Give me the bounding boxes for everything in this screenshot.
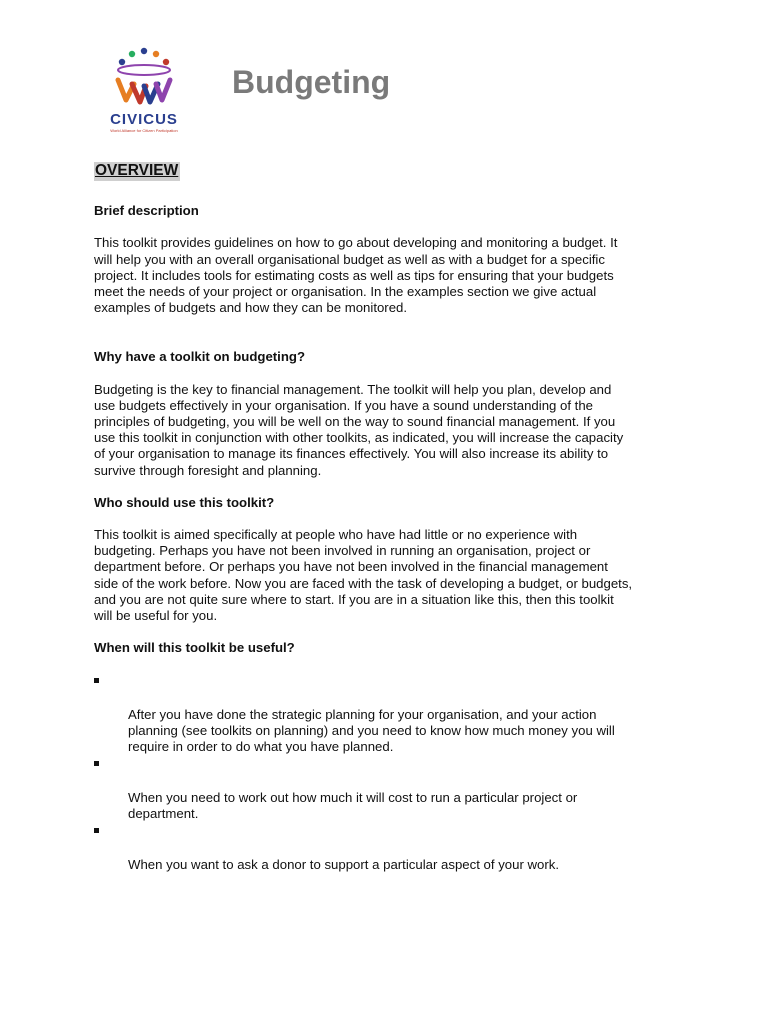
section-why-budgeting xyxy=(94,349,684,478)
list-item xyxy=(94,824,684,873)
document-body xyxy=(94,162,684,875)
bullet-square-icon xyxy=(94,678,99,683)
section-when-useful xyxy=(94,640,684,873)
list-item-text: When you need to work out how much it will cost to run a particular project or department. xyxy=(128,789,578,822)
civicus-emblem-icon xyxy=(96,44,192,110)
section-heading: Who should use this toolkit? xyxy=(94,494,275,510)
list-item xyxy=(94,674,684,755)
document-title: Budgeting xyxy=(232,64,391,100)
section-paragraph: This toolkit is aimed specifically at people who have had little or no experience with budgeting. Perhaps you have not been involved in running an organisation, project or department before. Or perhaps you have not been involved in the financial management side of the work before. Now you are faced with the task of developing a budget, or budgets, and you are not quite sure where to start. If you are in a situation like this, then this toolkit will be useful for you. xyxy=(94,527,633,624)
bullet-square-icon xyxy=(94,828,99,833)
section-who-should-use xyxy=(94,495,684,624)
list-item-text: When you want to ask a donor to support a particular aspect of your work. xyxy=(128,856,560,872)
bullet-list xyxy=(94,674,684,872)
overview-heading: OVERVIEW xyxy=(94,162,180,181)
section-heading: When will this toolkit be useful? xyxy=(94,640,295,656)
list-item-text: After you have done the strategic planning for your organisation, and your action planning (see toolkits on planning) and you need to know how much money you will require in order to do what you have planned. xyxy=(128,706,615,755)
list-item xyxy=(94,757,684,822)
civicus-logo xyxy=(96,44,192,136)
section-brief-description xyxy=(94,203,684,316)
section-paragraph: This toolkit provides guidelines on how to go about developing and monitoring a budget. It will help you with an overall organisational budget as well as with a budget for a specific project. It includes tools for estimating costs as well as tips for ensuring that your budgets meet the needs of your project or organisation. In the examples section we give actual examples of budgets and how they can be monitored. xyxy=(94,235,618,316)
bullet-square-icon xyxy=(94,761,99,766)
section-heading: Brief description xyxy=(94,203,199,219)
logo-wordmark: CIVICUS xyxy=(110,111,178,128)
section-paragraph: Budgeting is the key to financial management. The toolkit will help you plan, develop and use budgets effectively in your organisation. If you have a sound understanding of the principles of budgeting, you will be well on the way to sound financial management. If you use this toolkit in conjunction with other toolkits, as indicated, you will increase the capacity of your organisation to manage its finances effectively. You will also increase its ability to survive through foresight and planning. xyxy=(94,381,624,478)
section-heading: Why have a toolkit on budgeting? xyxy=(94,349,305,365)
logo-tagline: World Alliance for Citizen Participation xyxy=(110,128,178,133)
